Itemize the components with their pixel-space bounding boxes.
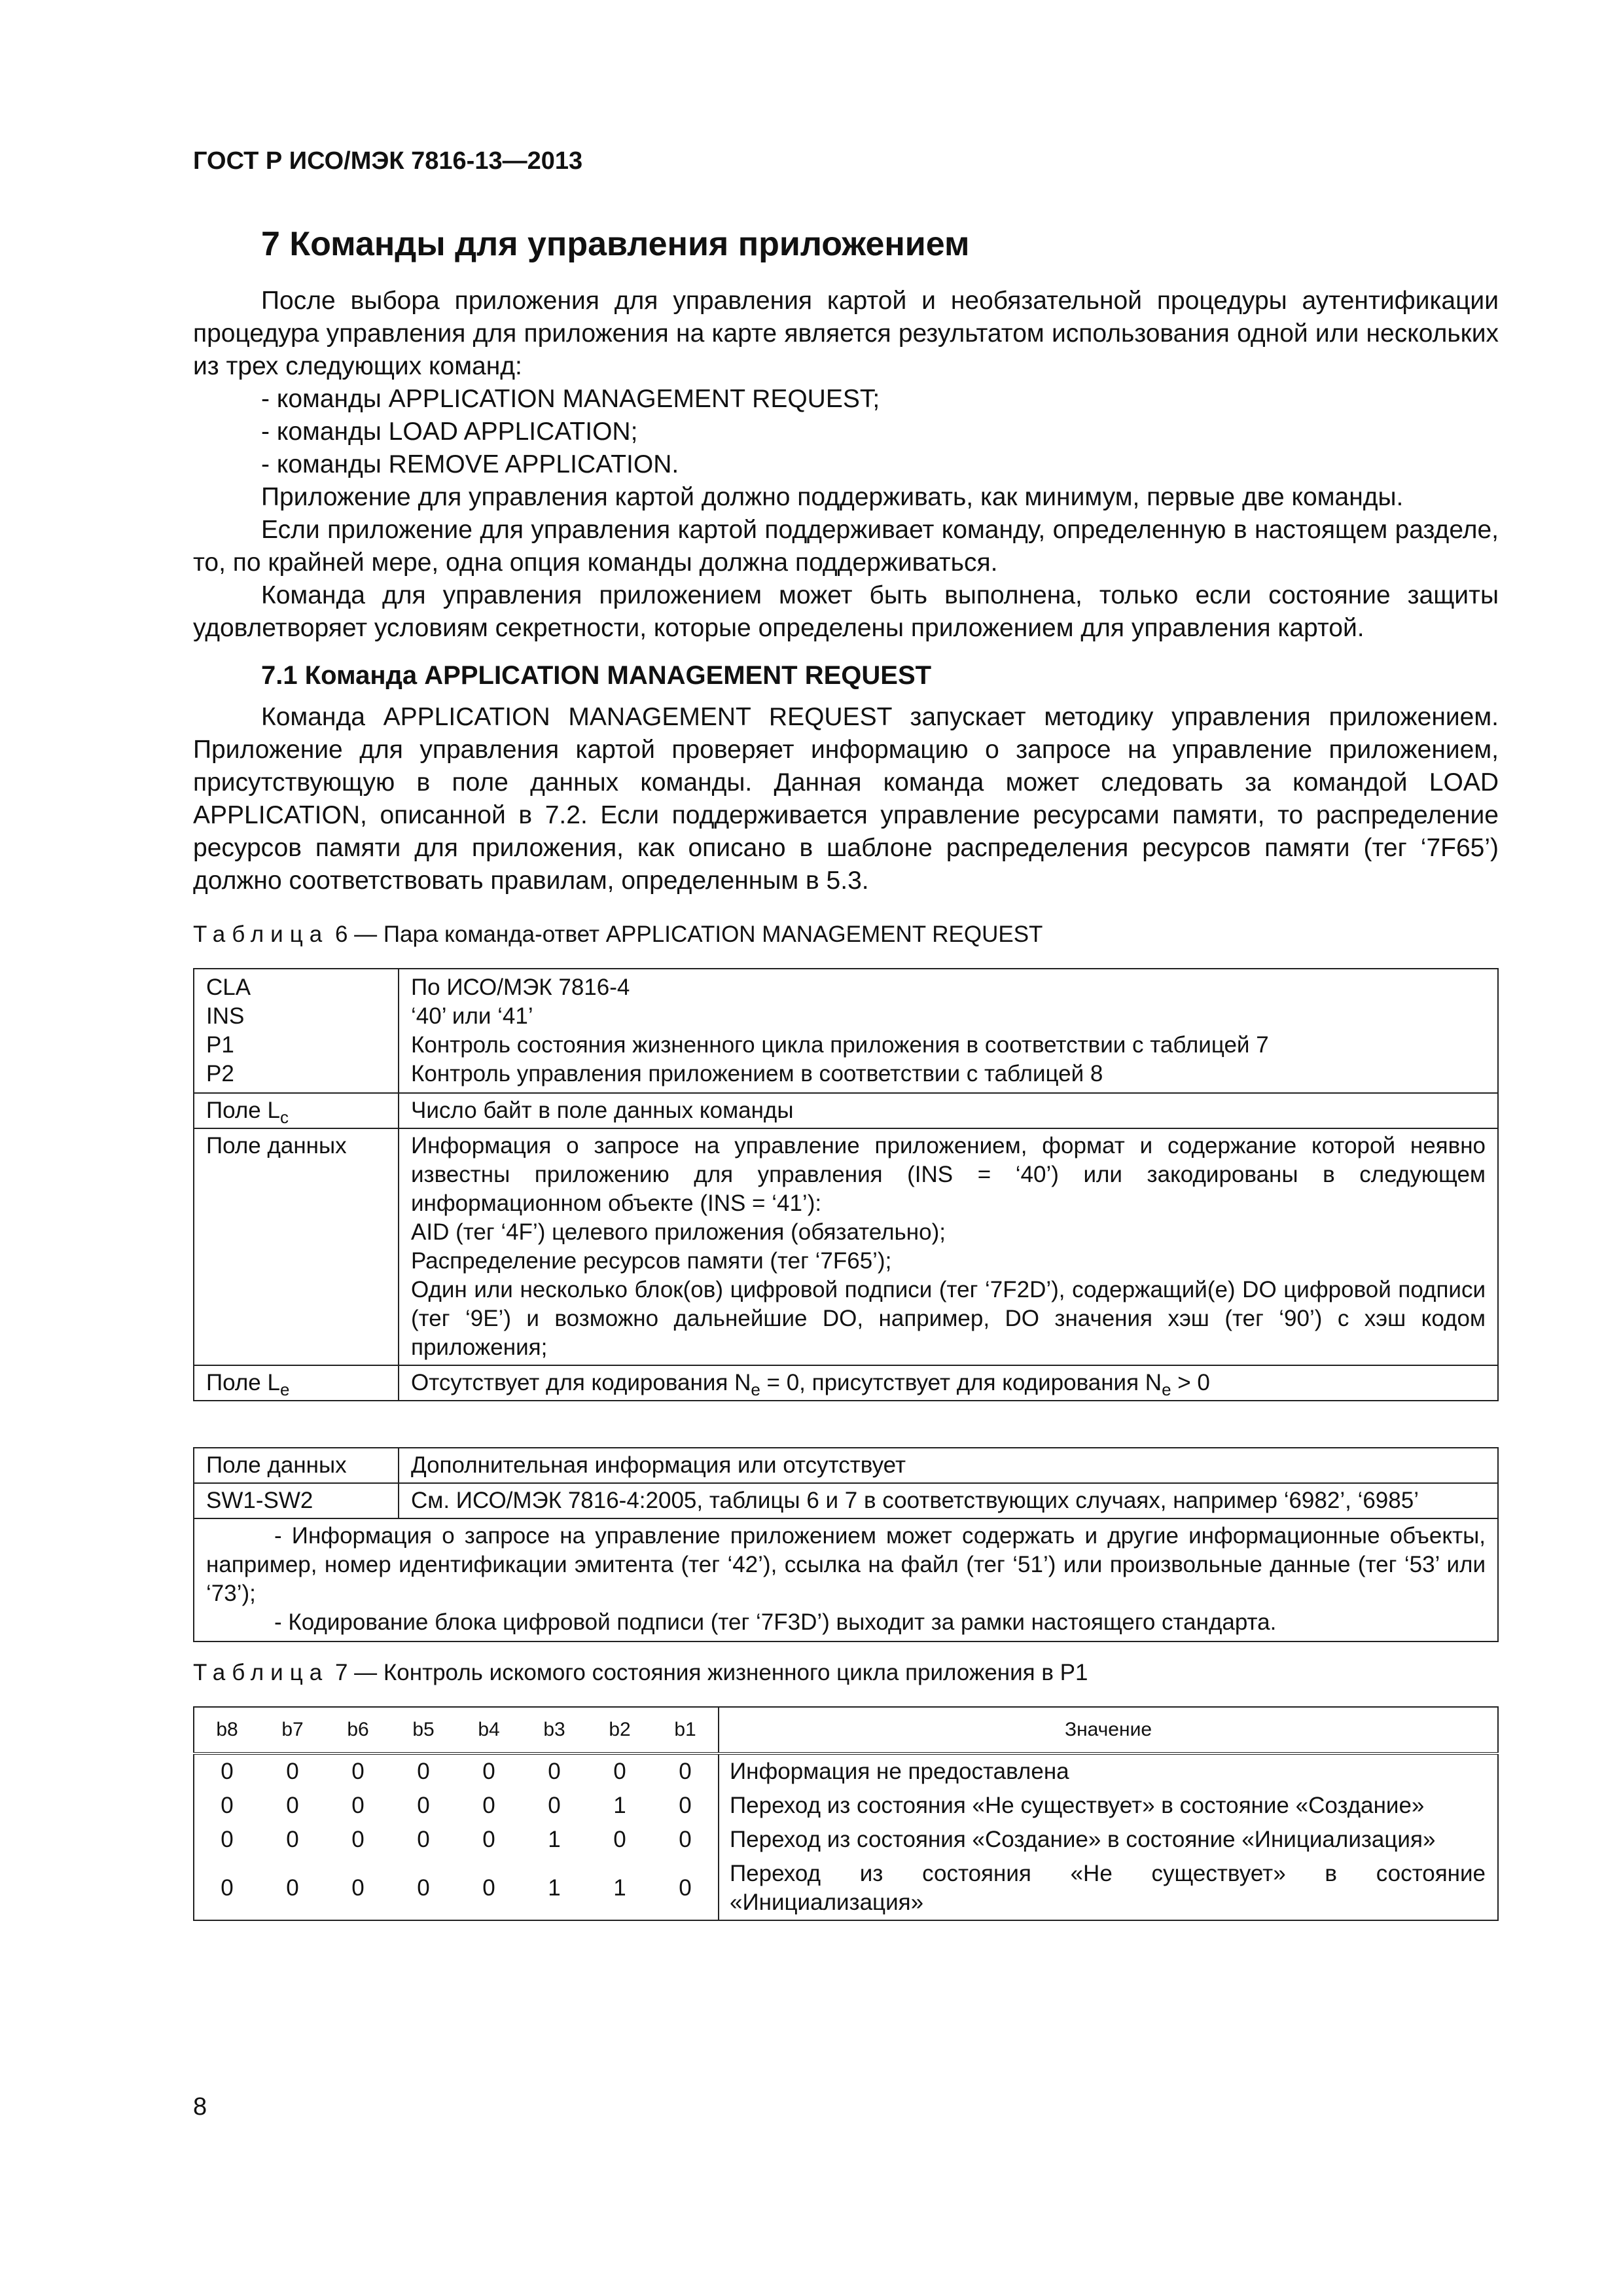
data-line: Один или несколько блок(ов) цифровой подписи (тег ‘7F2D’), содержащий(е) DO цифровой подписи (тег ‘9E’) и возможно дальнейшие DO, например, DO значения хэш (тег ‘90’) с хэш кодом приложения; [411, 1277, 1486, 1360]
table-row [194, 1002, 1498, 1031]
data-line: AID (тег ‘4F’) целевого приложения (обязательно); [411, 1219, 946, 1245]
table-row [194, 1857, 1498, 1920]
list-item: - команды REMOVE APPLICATION. [261, 450, 679, 478]
table-row [194, 1753, 1498, 1789]
bit-cell: 0 [417, 1793, 430, 1818]
bit-cell: 1 [587, 1857, 652, 1920]
cell-value: Дополнительная информация или отсутствует [399, 1448, 1498, 1483]
bit-cell: 1 [522, 1857, 587, 1920]
table6-caption [193, 918, 1499, 951]
cell-key: Поле $L_c$ [194, 1093, 399, 1128]
bit-cell: 0 [417, 1759, 430, 1784]
bit-cell: 0 [548, 1759, 561, 1784]
paragraph: Команда APPLICATION MANAGEMENT REQUEST запускает методику управления приложением. Приложение для управления картой проверяет информацию о запросе на управление приложением, присутствующую в поле данных команды. Данная команда может следовать за командой LOAD APPLICATION, описанной в 7.2. Если поддерживается управление ресурсами памяти, то распределение ресурсов памяти для приложения, как описано в шаблоне распределения ресурсов памяти (тег ‘7F65’) должно соответствовать правилам, определенным в 5.3. [193, 703, 1499, 895]
caption-text: 7 — Контроль искомого состояния жизненного цикла приложения в P1 [334, 1660, 1088, 1685]
cell-key: Поле данных [194, 1128, 399, 1365]
bit-cell: 0 [194, 1789, 260, 1823]
table6-response [193, 1447, 1499, 1642]
cell-key: SW1-SW2 [194, 1483, 399, 1518]
table-row [194, 1483, 1498, 1518]
column-header: b5 [391, 1707, 456, 1753]
notes-cell [194, 1518, 1498, 1641]
meaning-cell: Переход из состояния «Не существует» в состояние «Инициализация» [719, 1857, 1498, 1920]
bit-cell: 0 [652, 1753, 719, 1789]
bit-cell: 0 [286, 1827, 299, 1852]
bit-cell: 0 [613, 1827, 626, 1852]
bit-cell: 0 [482, 1759, 495, 1784]
bit-cell: 0 [391, 1857, 456, 1920]
table-row [194, 1823, 1498, 1857]
cell-key: P1 [194, 1031, 399, 1060]
table-row [194, 1031, 1498, 1060]
table-row [194, 1448, 1498, 1483]
meaning-cell: Переход из состояния «Создание» в состояние «Инициализация» [719, 1823, 1498, 1857]
column-header: b3 [522, 1707, 587, 1753]
bit-cell: 0 [325, 1857, 391, 1920]
list-item: - команды LOAD APPLICATION; [261, 418, 638, 446]
cell-value: По ИСО/МЭК 7816-4 [399, 969, 1498, 1002]
cell-value: ‘40’ или ‘41’ [399, 1002, 1498, 1031]
bit-cell: 0 [194, 1857, 260, 1920]
table7 [193, 1706, 1499, 1921]
cell-key: Поле $L_e$ [194, 1365, 399, 1401]
table6-command [193, 968, 1499, 1401]
data-line: Распределение ресурсов памяти (тег ‘7F65’); [411, 1248, 892, 1274]
table-row [194, 1128, 1498, 1365]
cell-key: INS [194, 1002, 399, 1031]
cell-key: Поле данных [194, 1448, 399, 1483]
table7-caption [193, 1657, 1499, 1689]
note: - Информация о запросе на управление приложением может содержать и другие информационные объекты, например, номер идентификации эмитента (тег ‘42’), ссылка на файл (тег ‘51’) или произвольные данные (тег ‘53’ или ‘73’); [206, 1523, 1486, 1606]
paragraph: Если приложение для управления картой поддерживает команду, определенную в настоящем разделе, то, по крайней мере, одна опция команды должна поддерживаться. [193, 516, 1499, 577]
column-header: b7 [260, 1707, 325, 1753]
table-row [194, 1060, 1498, 1093]
column-header: Значение [719, 1707, 1498, 1753]
document-body [193, 285, 1499, 1921]
list-item: - команды APPLICATION MANAGEMENT REQUEST; [261, 385, 880, 413]
cell-key: P2 [194, 1060, 399, 1093]
section-title: 7 Команды для управления приложением [261, 225, 970, 263]
paragraph: После выбора приложения для управления картой и необязательной процедуры аутентификации процедура управления для приложения на карте является результатом использования одной или нескольких из трех следующих команд: [193, 287, 1499, 380]
paragraph: Приложение для управления картой должно поддерживать, как минимум, первые две команды. [261, 483, 1404, 511]
table-row [194, 1365, 1498, 1401]
meaning-cell: Информация не предоставлена [719, 1753, 1498, 1789]
cell-value: Отсутствует для кодирования $N_e = 0$, присутствует для кодирования $N_e > 0$ [399, 1365, 1498, 1401]
bit-cell: 0 [194, 1753, 260, 1789]
bit-cell: 0 [652, 1789, 719, 1823]
table-row [194, 1789, 1498, 1823]
table-header-row [194, 1707, 1498, 1753]
bit-cell: 0 [286, 1759, 299, 1784]
bit-cell: 1 [548, 1827, 561, 1852]
cell-value [399, 1128, 1498, 1365]
table-row [194, 969, 1498, 1002]
meaning-cell: Переход из состояния «Не существует» в состояние «Создание» [719, 1789, 1498, 1823]
bit-cell: 0 [194, 1823, 260, 1857]
page-number: 8 [193, 2093, 207, 2121]
bit-cell: 0 [351, 1759, 365, 1784]
subsection-title: 7.1 Команда APPLICATION MANAGEMENT REQUEST [261, 661, 932, 690]
column-header: b8 [194, 1707, 260, 1753]
bit-cell: 0 [417, 1827, 430, 1852]
caption-label: Таблица [193, 1660, 329, 1685]
document-code: ГОСТ Р ИСО/МЭК 7816-13—2013 [193, 147, 583, 175]
column-header: b1 [652, 1707, 719, 1753]
bit-cell: 0 [260, 1857, 325, 1920]
column-header: b2 [587, 1707, 652, 1753]
cell-value: Число байт в поле данных команды [399, 1093, 1498, 1128]
bit-cell: 0 [456, 1857, 522, 1920]
cell-value: См. ИСО/МЭК 7816-4:2005, таблицы 6 и 7 в соответствующих случаях, например ‘6982’, ‘6985’ [399, 1483, 1498, 1518]
bit-cell: 0 [482, 1827, 495, 1852]
bit-cell: 0 [286, 1793, 299, 1818]
cell-value: Контроль управления приложением в соответствии с таблицей 8 [399, 1060, 1498, 1093]
bit-cell: 0 [482, 1793, 495, 1818]
caption-text: 6 — Пара команда-ответ APPLICATION MANAGEMENT REQUEST [334, 922, 1043, 947]
bit-cell: 0 [652, 1857, 719, 1920]
data-line: Информация о запросе на управление приложением, формат и содержание которой неявно известны приложению для управления (INS = ‘40’) или закодированы в следующем информационном объекте (INS = ‘41’): [411, 1133, 1486, 1216]
paragraph: Команда для управления приложением может быть выполнена, только если состояние защиты удовлетворяет условиям секретности, которые определены приложением для управления картой. [193, 581, 1499, 642]
bit-cell: 0 [613, 1759, 626, 1784]
caption-label: Таблица [193, 922, 329, 947]
note: - Кодирование блока цифровой подписи (тег ‘7F3D’) выходит за рамки настоящего стандарта. [274, 1609, 1277, 1635]
bit-cell: 0 [652, 1823, 719, 1857]
bit-cell: 0 [548, 1793, 561, 1818]
column-header: b6 [325, 1707, 391, 1753]
table-notes-row [194, 1518, 1498, 1641]
cell-key: CLA [194, 969, 399, 1002]
bit-cell: 0 [351, 1793, 365, 1818]
bit-cell: 0 [351, 1827, 365, 1852]
column-header: b4 [456, 1707, 522, 1753]
bit-cell: 1 [613, 1793, 626, 1818]
cell-value: Контроль состояния жизненного цикла приложения в соответствии с таблицей 7 [399, 1031, 1498, 1060]
table-row [194, 1093, 1498, 1128]
